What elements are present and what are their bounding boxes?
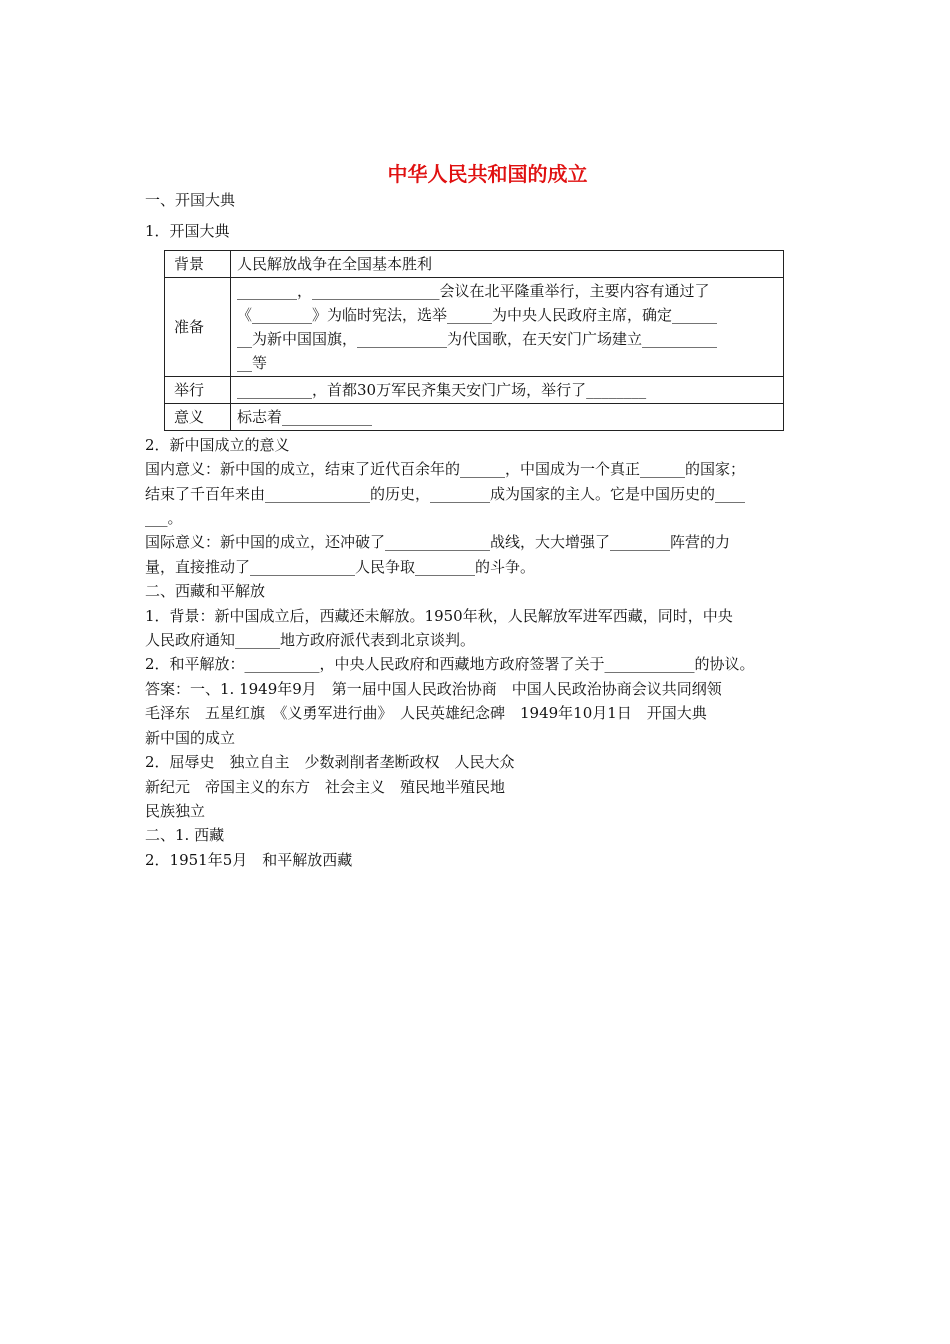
- row-label-significance: 意义: [165, 403, 231, 430]
- answer-line: 新中国的成立: [145, 728, 236, 747]
- body-line: 2．和平解放：__________，中央人民政府和西藏地方政府签署了关于____________的协议。: [145, 655, 755, 674]
- table-row: [165, 250, 784, 277]
- body-line: ___。: [145, 509, 183, 528]
- row-text-background: 人民解放战争在全国基本胜利: [231, 250, 784, 277]
- row-text-preparation: [231, 277, 784, 376]
- answer-line: 2．1951年5月 和平解放西藏: [145, 850, 353, 869]
- preparation-line: __为新中国国旗，____________为代国歌，在天安门广场建立__________: [237, 329, 718, 348]
- section-heading-1: 一、开国大典: [145, 191, 236, 209]
- table-row: [165, 376, 784, 403]
- section-heading-2: 二、西藏和平解放: [145, 582, 266, 601]
- table-row: [165, 403, 784, 430]
- answer-line: 答案：一、1. 1949年9月 第一届中国人民政治协商 中国人民政治协商会议共同纲领: [145, 679, 722, 698]
- body-line: 量，直接推动了______________人民争取________的斗争。: [145, 557, 536, 576]
- answer-line: 民族独立: [145, 801, 206, 820]
- row-label-background: 背景: [165, 250, 231, 277]
- body-line: 结束了千百年来由______________的历史，________成为国家的主人。它是中国历史的____: [145, 484, 746, 503]
- row-label-preparation: 准备: [165, 277, 231, 376]
- body-line: 人民政府通知______地方政府派代表到北京谈判。: [145, 631, 476, 650]
- answer-line: 二、1. 西藏: [145, 826, 225, 845]
- body-line: 国内意义：新中国的成立，结束了近代百余年的______，中国成为一个真正______的国家；: [145, 460, 746, 479]
- answer-line: 毛泽东 五星红旗 《义勇军进行曲》 人民英雄纪念碑 1949年10月1日 开国大典: [145, 704, 707, 723]
- subsection-heading-1: 1．开国大典: [145, 222, 230, 241]
- body-line: 2．新中国成立的意义: [145, 435, 290, 454]
- row-text-significance: 标志着____________: [231, 403, 784, 430]
- preparation-line: ________，_________________会议在北平隆重举行，主要内容有通过了: [237, 281, 710, 300]
- row-label-held: 举行: [165, 376, 231, 403]
- body-line: 1．背景：新中国成立后，西藏还未解放。1950年秋，人民解放军进军西藏，同时，中央: [145, 606, 733, 625]
- answer-line: 2．屈辱史 独立自主 少数剥削者垄断政权 人民大众: [145, 753, 515, 772]
- document-page: [145, 160, 810, 872]
- founding-ceremony-table: [164, 250, 784, 431]
- answer-line: 新纪元 帝国主义的东方 社会主义 殖民地半殖民地: [145, 777, 506, 796]
- preparation-line: __等: [237, 353, 268, 372]
- row-text-held: __________，首都30万军民齐集天安门广场，举行了________: [231, 376, 784, 403]
- body-line: 国际意义：新中国的成立，还冲破了______________战线，大大增强了________阵营的力: [145, 533, 731, 552]
- page-title: 中华人民共和国的成立: [387, 162, 588, 186]
- table-row: [165, 277, 784, 376]
- preparation-line: 《________》为临时宪法，选举______为中央人民政府主席，确定______: [237, 305, 718, 324]
